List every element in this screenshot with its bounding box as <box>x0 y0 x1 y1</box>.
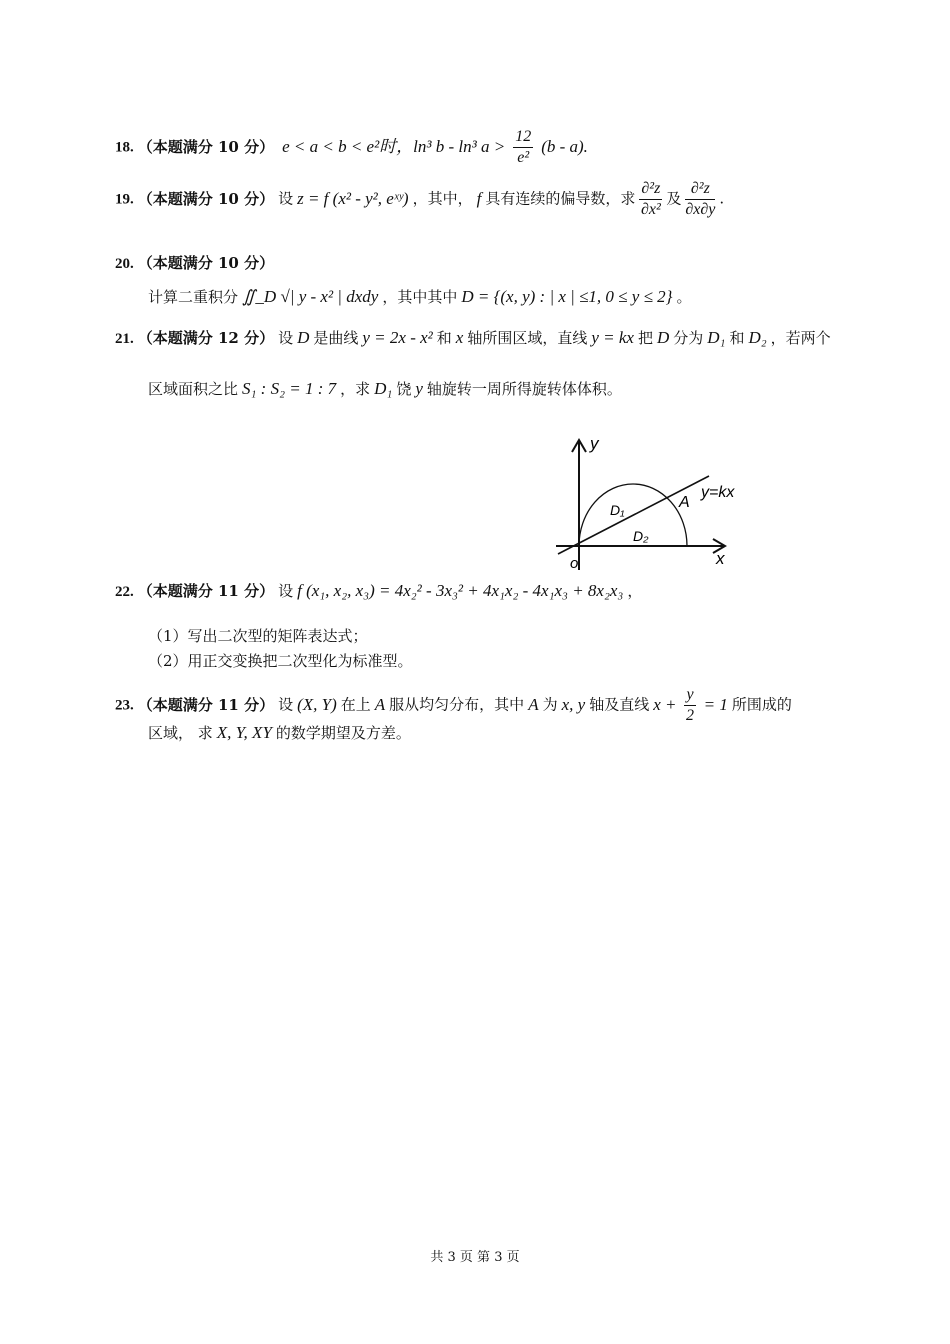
fraction <box>513 128 533 167</box>
area-ratio: S₁ : S₂ = 1 : 7 <box>242 379 337 398</box>
question-header: （本题满分 11 分） <box>137 695 275 714</box>
question-text: . <box>719 189 725 208</box>
fraction-numerator: ∂²z <box>639 180 662 200</box>
question-number: 23. <box>115 697 134 714</box>
question-text: 和 <box>436 329 452 347</box>
question-text: 把 <box>637 329 653 347</box>
question-text: ，其中， <box>412 189 473 208</box>
question-text: ，若两个 <box>770 329 831 347</box>
question-text: 具有连续的偏导数，求 <box>485 189 636 208</box>
fraction <box>684 686 695 725</box>
region-d1: D₁ <box>374 379 393 398</box>
question-text: 饶 <box>396 380 412 398</box>
question-number: 22. <box>115 584 134 600</box>
question-text: 设 <box>278 189 294 208</box>
fraction-numerator: y <box>684 686 695 706</box>
question-number: 20. <box>115 256 134 272</box>
question-22-part-1: （1）写出二次型的矩阵表达式； <box>148 627 368 645</box>
fraction-denominator: ∂x∂y <box>685 201 716 218</box>
question-number: 18. <box>115 139 134 156</box>
question-text: ， <box>627 582 643 600</box>
question-18 <box>115 128 592 167</box>
partial-derivative-xy <box>685 180 715 219</box>
line-equation: y = kx <box>591 328 634 347</box>
question-text: 分为 <box>673 329 704 347</box>
function-definition: z = f (x² - y², eˣʸ) <box>297 188 409 208</box>
region-d1-label: D₁ <box>610 502 625 518</box>
region-d2-label: D₂ <box>633 528 649 544</box>
question-header: （本题满分 10 分） <box>137 137 275 156</box>
page-footer: 共 3 页 第 3 页 <box>430 1250 520 1265</box>
y-axis-label: y <box>590 434 599 453</box>
question-22-part-2: （2）用正交变换把二次型化为标准型。 <box>148 652 413 670</box>
question-20 <box>115 252 278 273</box>
region-d: D <box>656 328 670 347</box>
region-d1: D₁ <box>707 328 726 347</box>
question-text: 和 <box>729 329 745 347</box>
inequality-tail: (b - a). <box>541 136 588 156</box>
region-a: A <box>528 694 539 714</box>
fraction-numerator: ∂²z <box>685 180 715 200</box>
line-rhs: = 1 <box>703 694 728 714</box>
question-text: 服从均匀分布，其中 <box>389 695 525 714</box>
question-header: （本题满分 10 分） <box>137 189 275 208</box>
question-20-body <box>148 286 691 307</box>
question-19 <box>115 180 724 219</box>
question-text: 设 <box>278 329 294 347</box>
x-variable: x <box>455 328 464 347</box>
function-variable: f <box>476 188 482 208</box>
question-number: 21. <box>115 331 134 347</box>
fraction-denominator: e² <box>517 149 530 166</box>
question-23-body <box>148 722 411 743</box>
quadratic-form: f (x₁, x₂, x₃) = 4x₂² - 3x₃² + 4x₁x₂ - 4x₁x₃ + 8x₂x₃ <box>297 581 624 600</box>
x-axis-label: x <box>716 549 725 568</box>
line-label: y=kx <box>701 484 735 501</box>
question-header: （本题满分 10 分） <box>137 254 275 272</box>
question-text: 区域， 求 <box>148 724 213 742</box>
region-d: D <box>297 328 310 347</box>
region-a: A <box>374 694 386 714</box>
fraction-denominator: ∂x² <box>640 201 661 218</box>
question-text: 为 <box>542 695 558 714</box>
question-text: 计算二重积分 <box>148 288 239 306</box>
y-variable: y <box>415 379 423 398</box>
question-header: （本题满分 12 分） <box>137 329 275 347</box>
question-text: 区域面积之比 <box>148 380 239 398</box>
inequality-expression: e < a < b < e²时，ln³ b - ln³ a > <box>282 136 506 156</box>
random-variables: X, Y, XY <box>216 723 272 742</box>
question-text: 设 <box>278 695 294 714</box>
question-text: 的数学期望及方差。 <box>275 724 411 742</box>
question-header: （本题满分 11 分） <box>137 582 275 600</box>
origin-label: o <box>570 555 579 572</box>
curve-equation: y = 2x - x² <box>362 328 433 347</box>
question-text: 是曲线 <box>313 329 359 347</box>
point-a-label: A <box>679 494 690 511</box>
random-vector: (X, Y) <box>297 694 337 714</box>
line-lhs: x + <box>653 694 677 714</box>
question-text: 在上 <box>340 695 371 714</box>
fraction-denominator: 2 <box>686 707 695 724</box>
axes-variables: x, y <box>561 694 586 714</box>
question-text: 及 <box>666 189 682 208</box>
question-text: 设 <box>278 582 294 600</box>
question-21 <box>115 327 831 348</box>
region-figure <box>550 430 740 576</box>
partial-derivative-xx <box>639 180 662 219</box>
domain-definition: D = {(x, y) : | x | ≤1, 0 ≤ y ≤ 2} <box>461 287 673 306</box>
question-text: 轴及直线 <box>589 695 650 714</box>
question-text: 轴所围区域，直线 <box>467 329 588 347</box>
question-text: 所围成的 <box>731 695 792 714</box>
question-22 <box>115 580 642 601</box>
question-text: 轴旋转一周所得旋转体体积。 <box>426 380 622 398</box>
question-23 <box>115 686 792 725</box>
fraction-numerator: 12 <box>513 128 533 148</box>
question-number: 19. <box>115 191 134 208</box>
double-integral: ∬_D √| y - x² | dxdy <box>242 287 379 306</box>
question-text: ，求 <box>340 380 371 398</box>
question-21-body <box>148 378 622 399</box>
question-text: 。 <box>676 288 692 306</box>
question-text: ，其中其中 <box>382 288 458 306</box>
region-d2: D₂ <box>748 328 767 347</box>
